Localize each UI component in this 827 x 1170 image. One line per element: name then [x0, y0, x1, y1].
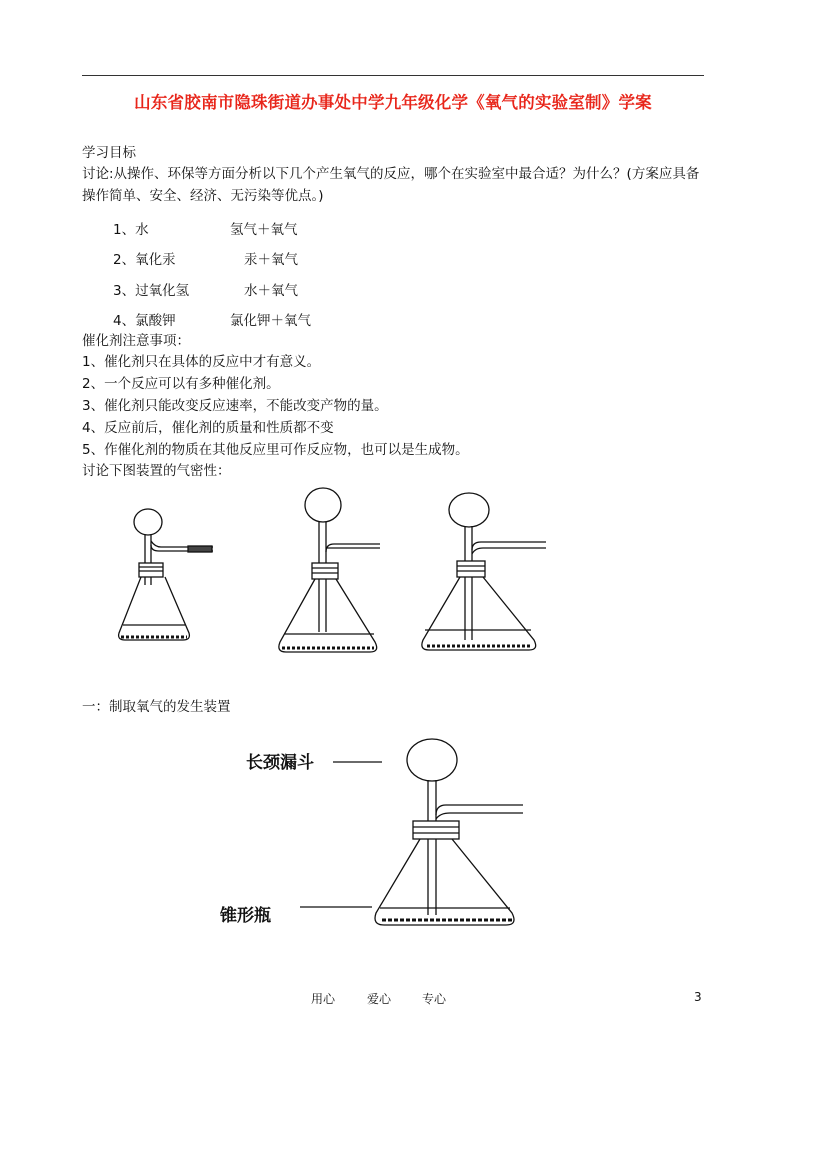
reaction-4-reactant: 4、氯酸钾: [113, 313, 176, 329]
reaction-4-products: 氯化钾＋氧气: [230, 313, 311, 329]
catalyst-note-2: 2、一个反应可以有多种催化剂。: [82, 376, 280, 392]
reaction-2-reactant: 2、氧化汞: [113, 252, 176, 268]
section-one-heading: 一：制取氧气的发生装置: [82, 699, 231, 715]
footer-item-1: 用心: [311, 992, 336, 1006]
main-apparatus-figure: [300, 735, 530, 935]
catalyst-note-1: 1、催化剂只在具体的反应中才有意义。: [82, 354, 321, 370]
catalyst-note-5: 5、作催化剂的物质在其他反应里可作反应物，也可以是生成物。: [82, 442, 469, 458]
catalyst-heading: 催化剂注意事项：: [82, 333, 190, 349]
goals-heading: 学习目标: [82, 145, 136, 161]
airtight-prompt: 讨论下图装置的气密性：: [82, 463, 231, 479]
reaction-1-products: 氢气＋氧气: [230, 222, 298, 238]
reaction-2-products: 汞＋氧气: [244, 252, 298, 268]
apparatus-figure-3: [413, 490, 553, 660]
flask-label: 锥形瓶: [220, 906, 271, 926]
page-title: 山东省胶南市隐珠街道办事处中学九年级化学《氧气的实验室制》学案: [134, 93, 652, 112]
catalyst-note-3: 3、催化剂只能改变反应速率，不能改变产物的量。: [82, 398, 388, 414]
reaction-3-reactant: 3、过氧化氢: [113, 283, 190, 299]
page-number: 3: [694, 990, 702, 1004]
footer-item-2: 爱心: [367, 992, 392, 1006]
header-rule: [82, 75, 704, 76]
funnel-label: 长颈漏斗: [246, 753, 314, 773]
discussion-text: 讨论:从操作、环保等方面分析以下几个产生氧气的反应，哪个在实验室中最合适？为什么？(方案应具备操作简单、安全、经济、无污染等优点。): [82, 166, 700, 204]
footer-item-3: 专心: [422, 992, 447, 1006]
reaction-3-products: 水＋氧气: [244, 283, 298, 299]
apparatus-figure-1: [115, 505, 225, 653]
reaction-1-reactant: 1、水: [113, 222, 149, 238]
catalyst-note-4: 4、反应前后，催化剂的质量和性质都不变: [82, 420, 334, 436]
apparatus-figure-2: [270, 482, 390, 660]
